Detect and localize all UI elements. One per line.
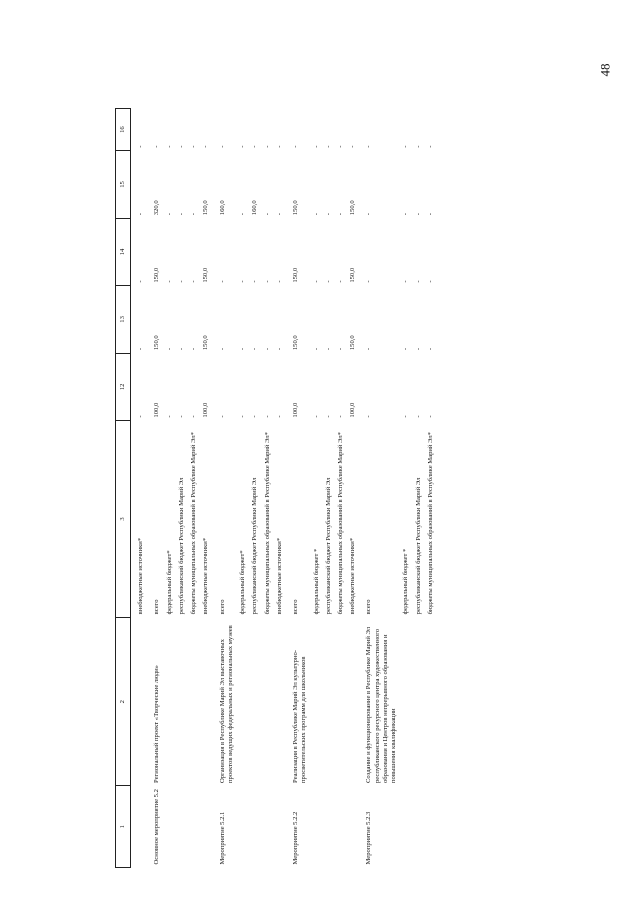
measure-name-cell [262, 617, 274, 786]
value-cell: 100,0 [292, 402, 300, 418]
measure-name-cell [274, 617, 286, 786]
value-cell: - [137, 347, 145, 351]
funding-source-cell: республиканский бюджет Республики Марий Эл [324, 477, 332, 615]
value-cell: - [275, 280, 283, 283]
measure-code-cell [425, 786, 437, 868]
value-cell: - [190, 213, 198, 216]
value-cell: - [324, 213, 332, 216]
measure-code-cell [188, 786, 200, 868]
value-cell: - [177, 213, 185, 216]
measure-code-cell [323, 786, 335, 868]
table-row [347, 109, 359, 868]
value-cell: 320,0 [153, 200, 161, 216]
table-row [286, 109, 310, 868]
header-cell: 1 [116, 786, 131, 868]
measure-code-cell [237, 786, 249, 868]
measure-code-cell [274, 786, 286, 868]
value-cell: - [239, 213, 247, 216]
value-cell: - [312, 213, 320, 216]
value-cell: - [218, 415, 226, 418]
measure-code-cell [164, 786, 176, 868]
value-cell: 150,0 [292, 335, 300, 351]
value-cell: - [336, 145, 344, 148]
value-cell: - [202, 145, 210, 148]
funding-source-cell: бюджеты муниципальных образований в Республике Марий Эл* [336, 432, 344, 615]
funding-source-cell: внебюджетные источники* [275, 537, 283, 615]
value-cell: 150,0 [292, 267, 300, 283]
measure-name-cell [323, 617, 335, 786]
measure-code-cell [413, 786, 425, 868]
value-cell: - [190, 145, 198, 148]
value-cell: - [165, 347, 173, 351]
value-cell: - [426, 213, 434, 216]
value-cell: - [218, 347, 226, 351]
measure-name-cell [425, 617, 437, 786]
table-row [413, 109, 425, 868]
page-number: 48 [597, 63, 613, 77]
value-cell: - [177, 415, 185, 418]
value-cell: - [239, 347, 247, 351]
value-cell: - [402, 145, 410, 148]
value-cell: - [426, 280, 434, 283]
value-cell: 100,0 [153, 402, 161, 418]
value-cell: 160,0 [251, 200, 259, 216]
table-row [359, 109, 400, 868]
table-row [425, 109, 437, 868]
value-cell: - [414, 415, 422, 418]
table-body [131, 109, 437, 868]
value-cell: - [336, 415, 344, 418]
funding-source-cell: федеральный бюджет * [312, 548, 320, 615]
value-cell: 160,0 [218, 200, 226, 216]
value-cell: - [324, 415, 332, 418]
table-row [335, 109, 347, 868]
measure-code-cell [176, 786, 188, 868]
measure-code-cell [249, 786, 261, 868]
value-cell: - [324, 145, 332, 148]
table-row [131, 109, 148, 868]
value-cell: - [336, 347, 344, 351]
rotated-table-container [115, 108, 565, 868]
measure-code-cell: Мероприятие 5.2.1 [218, 811, 226, 865]
table-header-row [116, 109, 131, 868]
value-cell: - [365, 280, 373, 283]
measure-name-cell [347, 617, 359, 786]
value-cell: - [251, 415, 259, 418]
value-cell: 150,0 [202, 200, 210, 216]
funding-source-cell: внебюджетные источники* [202, 537, 210, 615]
value-cell: - [414, 347, 422, 351]
header-cell: 15 [116, 151, 131, 218]
value-cell: - [251, 280, 259, 283]
value-cell: 150,0 [202, 335, 210, 351]
value-cell: 100,0 [349, 402, 357, 418]
measure-code-cell [131, 786, 148, 868]
funding-source-cell: всего [153, 599, 161, 615]
measure-name-cell [188, 617, 200, 786]
table-row [237, 109, 249, 868]
value-cell: - [263, 213, 271, 216]
value-cell: - [251, 347, 259, 351]
value-cell: - [365, 213, 373, 216]
table-row [147, 109, 163, 868]
value-cell: - [137, 280, 145, 283]
value-cell: - [137, 213, 145, 216]
funding-source-cell: федеральный бюджет* [239, 550, 247, 615]
measure-name-cell [237, 617, 249, 786]
value-cell: - [336, 213, 344, 216]
measure-code-cell [262, 786, 274, 868]
value-cell: - [402, 347, 410, 351]
value-cell: - [190, 415, 198, 418]
value-cell: - [165, 213, 173, 216]
value-cell: - [275, 145, 283, 148]
funding-source-cell: всего [365, 599, 373, 615]
table-row [262, 109, 274, 868]
measure-name-cell [249, 617, 261, 786]
value-cell: - [426, 415, 434, 418]
funding-source-cell: федеральный бюджет* [165, 550, 173, 615]
value-cell: - [324, 347, 332, 351]
table-row [213, 109, 237, 868]
value-cell: - [312, 415, 320, 418]
measure-name-cell: Организация в Республике Марий Эл выставочных проектов ведущих федеральных и региональных музеев [218, 625, 234, 783]
measure-name-cell: Региональный проект «Творческие люди» [153, 665, 161, 783]
value-cell: - [426, 347, 434, 351]
value-cell: - [165, 280, 173, 283]
value-cell: - [336, 280, 344, 283]
value-cell: - [312, 280, 320, 283]
table-row [311, 109, 323, 868]
value-cell: 150,0 [202, 267, 210, 283]
value-cell: - [402, 280, 410, 283]
value-cell: - [275, 213, 283, 216]
table-row [274, 109, 286, 868]
value-cell: - [218, 280, 226, 283]
value-cell: - [137, 145, 145, 148]
measure-code-cell [311, 786, 323, 868]
header-cell: 13 [116, 286, 131, 353]
value-cell: 150,0 [349, 267, 357, 283]
value-cell: - [239, 415, 247, 418]
value-cell: - [218, 145, 226, 148]
value-cell: - [312, 145, 320, 148]
value-cell: - [402, 415, 410, 418]
measure-name-cell [400, 617, 412, 786]
table-row [400, 109, 412, 868]
funding-source-cell: внебюджетные источники* [349, 537, 357, 615]
funding-source-cell: федеральный бюджет * [402, 548, 410, 615]
measure-code-cell [335, 786, 347, 868]
budget-table [115, 108, 437, 868]
value-cell: - [312, 347, 320, 351]
funding-source-cell: республиканский бюджет Республики Марий Эл [177, 477, 185, 615]
value-cell: - [165, 415, 173, 418]
funding-source-cell: бюджеты муниципальных образований в Республике Марий Эл* [263, 432, 271, 615]
value-cell: - [365, 347, 373, 351]
funding-source-cell: бюджеты муниципальных образований в Республике Марий Эл* [190, 432, 198, 615]
value-cell: - [292, 145, 300, 148]
value-cell: - [177, 145, 185, 148]
measure-name-cell [311, 617, 323, 786]
value-cell: - [414, 213, 422, 216]
value-cell: 150,0 [153, 267, 161, 283]
header-cell: 2 [116, 617, 131, 786]
value-cell: - [263, 415, 271, 418]
measure-name-cell [176, 617, 188, 786]
measure-code-cell: Основное мероприятие 5.2 [153, 789, 161, 865]
funding-source-cell: внебюджетные источники* [137, 537, 145, 615]
table-row [176, 109, 188, 868]
value-cell: - [414, 280, 422, 283]
header-cell: 3 [116, 421, 131, 618]
measure-code-cell [347, 786, 359, 868]
value-cell: 150,0 [349, 335, 357, 351]
value-cell: 100,0 [202, 402, 210, 418]
measure-code-cell [400, 786, 412, 868]
value-cell: 150,0 [349, 200, 357, 216]
value-cell: - [165, 145, 173, 148]
header-cell: 12 [116, 353, 131, 420]
measure-name-cell: Реализация в Республике Марий Эл культурно-просветительских программ для школьников [292, 650, 308, 783]
measure-name-cell [413, 617, 425, 786]
value-cell: - [349, 145, 357, 148]
value-cell: - [402, 213, 410, 216]
header-cell: 14 [116, 218, 131, 285]
funding-source-cell: всего [218, 599, 226, 615]
value-cell: 150,0 [153, 335, 161, 351]
measure-name-cell [131, 617, 148, 786]
measure-name-cell: Создание и функционирование в Республике Марий Эл республиканского ресурсного центра художественного образования и Центров непрерывного образования и повышения квалификации [365, 626, 398, 783]
value-cell: - [365, 145, 373, 148]
table-row [164, 109, 176, 868]
value-cell: - [239, 280, 247, 283]
measure-name-cell [164, 617, 176, 786]
value-cell: - [137, 415, 145, 418]
value-cell: - [426, 145, 434, 148]
value-cell: - [263, 145, 271, 148]
value-cell: - [263, 347, 271, 351]
table-row [188, 109, 200, 868]
table-row [323, 109, 335, 868]
table-row [249, 109, 261, 868]
value-cell: - [177, 280, 185, 283]
funding-source-cell: всего [292, 599, 300, 615]
funding-source-cell: республиканский бюджет Республики Марий Эл [414, 477, 422, 615]
header-cell: 16 [116, 109, 131, 151]
measure-code-cell: Мероприятие 5.2.2 [292, 811, 300, 865]
value-cell: - [190, 347, 198, 351]
value-cell: - [275, 347, 283, 351]
value-cell: - [414, 145, 422, 148]
value-cell: - [324, 280, 332, 283]
value-cell: - [190, 280, 198, 283]
funding-source-cell: республиканский бюджет Республики Марий Эл [251, 477, 259, 615]
funding-source-cell: бюджеты муниципальных образований в Республике Марий Эл* [426, 432, 434, 615]
value-cell: - [177, 347, 185, 351]
value-cell: - [263, 280, 271, 283]
measure-name-cell [335, 617, 347, 786]
value-cell: - [153, 145, 161, 148]
value-cell: - [365, 415, 373, 418]
measure-name-cell [200, 617, 212, 786]
value-cell: - [275, 415, 283, 418]
value-cell: - [251, 145, 259, 148]
measure-code-cell [200, 786, 212, 868]
measure-code-cell: Мероприятие 5.2.3 [365, 811, 373, 865]
value-cell: 150,0 [292, 200, 300, 216]
table-row [200, 109, 212, 868]
value-cell: - [239, 145, 247, 148]
